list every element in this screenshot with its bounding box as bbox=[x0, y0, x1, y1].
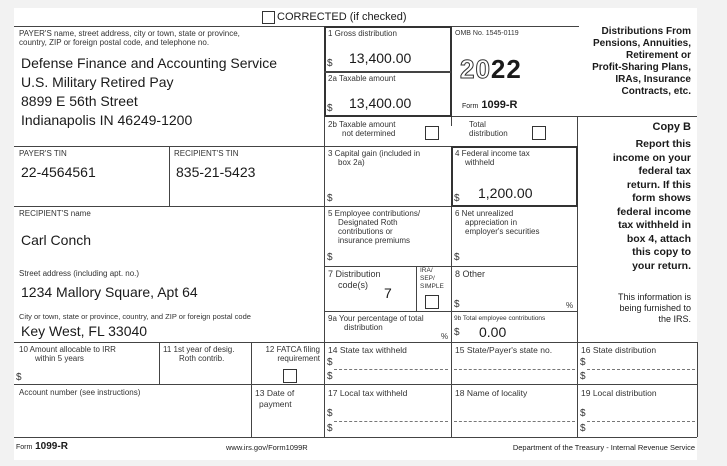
title-line: Retirement or bbox=[625, 50, 691, 61]
furnished-note bbox=[579, 292, 691, 325]
rule-top bbox=[14, 26, 579, 27]
form-name: 1099-R bbox=[481, 99, 518, 111]
omb-number: OMB No. 1545-0119 bbox=[455, 30, 519, 37]
city-value[interactable]: Key West, FL 33040 bbox=[21, 323, 148, 339]
rule-bottom bbox=[14, 437, 697, 438]
box2b-label-line: not determined bbox=[342, 129, 396, 138]
tax-year bbox=[460, 54, 522, 85]
ira-line: IRA/ bbox=[420, 267, 433, 274]
box4-value[interactable]: 1,200.00 bbox=[478, 185, 533, 201]
box14-dollar-1: $ bbox=[327, 357, 333, 368]
box6-label-line: appreciation in bbox=[465, 218, 518, 227]
box1-value[interactable]: 13,400.00 bbox=[349, 50, 412, 66]
corrected-checkbox[interactable] bbox=[262, 11, 275, 24]
fatca-checkbox[interactable] bbox=[283, 369, 297, 383]
box10-dollar: $ bbox=[16, 372, 22, 383]
box8-label: 8 Other bbox=[455, 269, 486, 279]
copy-line: tax withheld in bbox=[618, 219, 691, 231]
box17-divider bbox=[334, 421, 448, 422]
rule-10-top bbox=[14, 342, 697, 343]
ira-line: SEP/ bbox=[420, 275, 435, 282]
box16-dollar-1: $ bbox=[580, 357, 586, 368]
box17-dollar-2: $ bbox=[327, 423, 333, 434]
footer-form-id bbox=[16, 441, 68, 452]
box7-label bbox=[328, 269, 381, 291]
box6-label bbox=[455, 209, 539, 236]
title-line: IRAs, Insurance bbox=[615, 74, 691, 85]
copy-line: federal tax bbox=[638, 165, 691, 177]
box12-label-line: requirement bbox=[277, 354, 320, 363]
footer-form-word: Form bbox=[16, 444, 33, 451]
box4-dollar: $ bbox=[454, 193, 460, 204]
box2a-dollar: $ bbox=[327, 103, 333, 114]
rule-account-top bbox=[14, 384, 324, 385]
box13-label-line: 13 Date of bbox=[255, 388, 295, 398]
box5-dollar: $ bbox=[327, 252, 333, 263]
box9b-dollar: $ bbox=[454, 327, 460, 338]
rule-12-left bbox=[251, 342, 252, 385]
payer-line: U.S. Military Retired Pay bbox=[21, 74, 174, 90]
box19-divider bbox=[587, 421, 695, 422]
box12-label-line: 12 FATCA filing bbox=[265, 345, 320, 354]
payer-tin-label: PAYER'S TIN bbox=[19, 149, 67, 158]
title-line: Contracts, etc. bbox=[621, 86, 691, 97]
box1-dollar: $ bbox=[327, 58, 333, 69]
payer-label bbox=[19, 29, 240, 47]
box6-label-line: 6 Net unrealized bbox=[455, 209, 514, 218]
year-suffix: 22 bbox=[490, 54, 522, 84]
rule-2a-top bbox=[324, 71, 451, 73]
box16-label: 16 State distribution bbox=[581, 345, 657, 355]
box3-label-line: 3 Capital gain (included in bbox=[328, 149, 421, 158]
copy-line: box 4, attach bbox=[626, 232, 691, 245]
box7-label-line: code(s) bbox=[338, 280, 369, 290]
copy-line: income on your bbox=[612, 151, 691, 164]
box5-label-line: contributions or bbox=[338, 227, 393, 236]
box7-value[interactable]: 7 bbox=[384, 285, 392, 301]
box17-label: 17 Local tax withheld bbox=[328, 388, 408, 398]
box6-label-line: employer's securities bbox=[465, 227, 540, 236]
footer-department: Department of the Treasury - Internal Revenue Service bbox=[512, 443, 695, 452]
box4-label-line: 4 Federal income tax bbox=[455, 149, 530, 158]
payer-label-line: PAYER'S name, street address, city or town, state or province, bbox=[19, 29, 240, 38]
box5-label-line: insurance premiums bbox=[338, 236, 411, 245]
copy-title: Copy B bbox=[652, 121, 691, 133]
payer-line: 8899 E 56th Street bbox=[21, 93, 138, 109]
recipient-tin-label: RECIPIENT'S TIN bbox=[174, 149, 239, 158]
box16-dollar-2: $ bbox=[580, 371, 586, 382]
box7-label-line: 7 Distribution bbox=[328, 269, 381, 279]
box5-label bbox=[328, 209, 420, 245]
box4-label bbox=[455, 149, 530, 167]
box3-label bbox=[328, 149, 420, 167]
recipient-tin-value[interactable]: 835-21-5423 bbox=[176, 164, 256, 180]
rule-17-top bbox=[324, 384, 697, 385]
payer-line: Defense Finance and Accounting Service bbox=[21, 55, 278, 71]
furnished-line: the IRS. bbox=[658, 314, 691, 324]
box15-label: 15 State/Payer's state no. bbox=[455, 345, 553, 355]
box19-dollar-2: $ bbox=[580, 423, 586, 434]
form-id bbox=[462, 99, 517, 111]
box11-label-line: 11 1st year of desig. bbox=[163, 345, 235, 354]
payer-label-line: country, ZIP or foreign postal code, and telephone no. bbox=[19, 38, 210, 47]
year-prefix: 20 bbox=[460, 54, 491, 84]
box10-label-line: within 5 years bbox=[35, 354, 84, 363]
ira-sep-simple-checkbox[interactable] bbox=[425, 295, 439, 309]
box3-label-line: box 2a) bbox=[338, 158, 365, 167]
street-value[interactable]: 1234 Mallory Square, Apt 64 bbox=[21, 284, 198, 300]
form-1099r bbox=[14, 8, 697, 460]
rule-tin-split bbox=[169, 146, 170, 206]
form-word: Form bbox=[462, 103, 479, 110]
box19-dollar-1: $ bbox=[580, 408, 586, 419]
box10-label bbox=[19, 345, 116, 363]
title-line: Pensions, Annuities, bbox=[593, 38, 691, 49]
box15-divider bbox=[454, 369, 575, 370]
box18-divider bbox=[454, 421, 575, 422]
total-distribution-label bbox=[469, 120, 508, 138]
copy-line: form shows bbox=[632, 192, 691, 204]
box8-percent: % bbox=[566, 301, 574, 310]
recipient-name-label: RECIPIENT'S name bbox=[19, 209, 91, 218]
total-dist-line: Total bbox=[469, 120, 486, 129]
ira-line: SIMPLE bbox=[420, 283, 444, 290]
box2b-label bbox=[328, 120, 395, 138]
box5-label-line: Designated Roth bbox=[338, 218, 398, 227]
rule-ira bbox=[416, 266, 417, 312]
box3-dollar: $ bbox=[327, 193, 333, 204]
street-label: Street address (including apt. no.) bbox=[19, 269, 140, 278]
rule-10-11 bbox=[159, 342, 160, 385]
payer-tin-value[interactable]: 22-4564561 bbox=[21, 164, 96, 180]
ira-sep-simple-label bbox=[420, 267, 444, 291]
copy-line: this copy to bbox=[632, 246, 691, 258]
title-line: Profit-Sharing Plans, bbox=[592, 62, 691, 73]
box9a-label-line: distribution bbox=[344, 323, 383, 332]
box13-label bbox=[255, 388, 294, 410]
box16-divider bbox=[587, 369, 695, 370]
recipient-name-value[interactable]: Carl Conch bbox=[21, 232, 92, 248]
furnished-line: being furnished to bbox=[619, 303, 691, 313]
box9a-label-line: 9a Your percentage of total bbox=[328, 314, 424, 323]
box2b-label-line: 2b Taxable amount bbox=[328, 120, 396, 129]
box10-label-line: 10 Amount allocable to IRR bbox=[19, 345, 116, 354]
box5-label-line: 5 Employee contributions/ bbox=[328, 209, 421, 218]
account-label: Account number (see instructions) bbox=[19, 388, 141, 397]
rule-7-top bbox=[324, 266, 577, 267]
box11-label bbox=[163, 345, 234, 363]
total-dist-line: distribution bbox=[469, 129, 508, 138]
furnished-line: This information is bbox=[617, 292, 691, 302]
box9b-label: 9b Total employee contributions bbox=[454, 315, 546, 322]
rule-9-top bbox=[324, 311, 577, 312]
box18-label: 18 Name of locality bbox=[455, 388, 528, 398]
box9a-percent: % bbox=[441, 332, 449, 341]
box17-dollar-1: $ bbox=[327, 408, 333, 419]
payer-address bbox=[21, 54, 277, 130]
box19-label: 19 Local distribution bbox=[581, 388, 657, 398]
city-label: City or town, state or province, country, and ZIP or foreign postal code bbox=[19, 312, 251, 321]
copy-line: your return. bbox=[632, 259, 691, 272]
title-line: Distributions From bbox=[601, 26, 691, 37]
box1-label: 1 Gross distribution bbox=[328, 29, 397, 38]
rule-right bbox=[697, 342, 698, 437]
taxable-not-determined-checkbox[interactable] bbox=[425, 126, 439, 140]
box9b-value[interactable]: 0.00 bbox=[479, 324, 507, 340]
form-title bbox=[569, 26, 691, 98]
copy-line: federal income bbox=[616, 205, 691, 218]
copy-line: return. If this bbox=[626, 178, 691, 191]
box14-label: 14 State tax withheld bbox=[328, 345, 407, 355]
footer-form-name: 1099-R bbox=[35, 441, 68, 452]
payer-line: Indianapolis IN 46249-1200 bbox=[21, 112, 193, 128]
copy-line: Report this bbox=[635, 138, 691, 150]
box9a-label bbox=[328, 314, 424, 332]
corrected-label: CORRECTED (if checked) bbox=[277, 11, 407, 23]
box6-dollar: $ bbox=[454, 252, 460, 263]
box12-label bbox=[254, 345, 320, 363]
box2a-label: 2a Taxable amount bbox=[328, 74, 396, 83]
box4-label-line: withheld bbox=[465, 158, 495, 167]
footer-url[interactable]: www.irs.gov/Form1099R bbox=[226, 443, 308, 452]
copy-instructions bbox=[569, 138, 691, 273]
box14-divider bbox=[334, 369, 448, 370]
box13-label-line: payment bbox=[259, 399, 292, 409]
total-distribution-checkbox[interactable] bbox=[532, 126, 546, 140]
box11-label-line: Roth contrib. bbox=[179, 354, 225, 363]
box8-dollar: $ bbox=[454, 299, 460, 310]
box14-dollar-2: $ bbox=[327, 371, 333, 382]
box2a-value[interactable]: 13,400.00 bbox=[349, 95, 412, 111]
